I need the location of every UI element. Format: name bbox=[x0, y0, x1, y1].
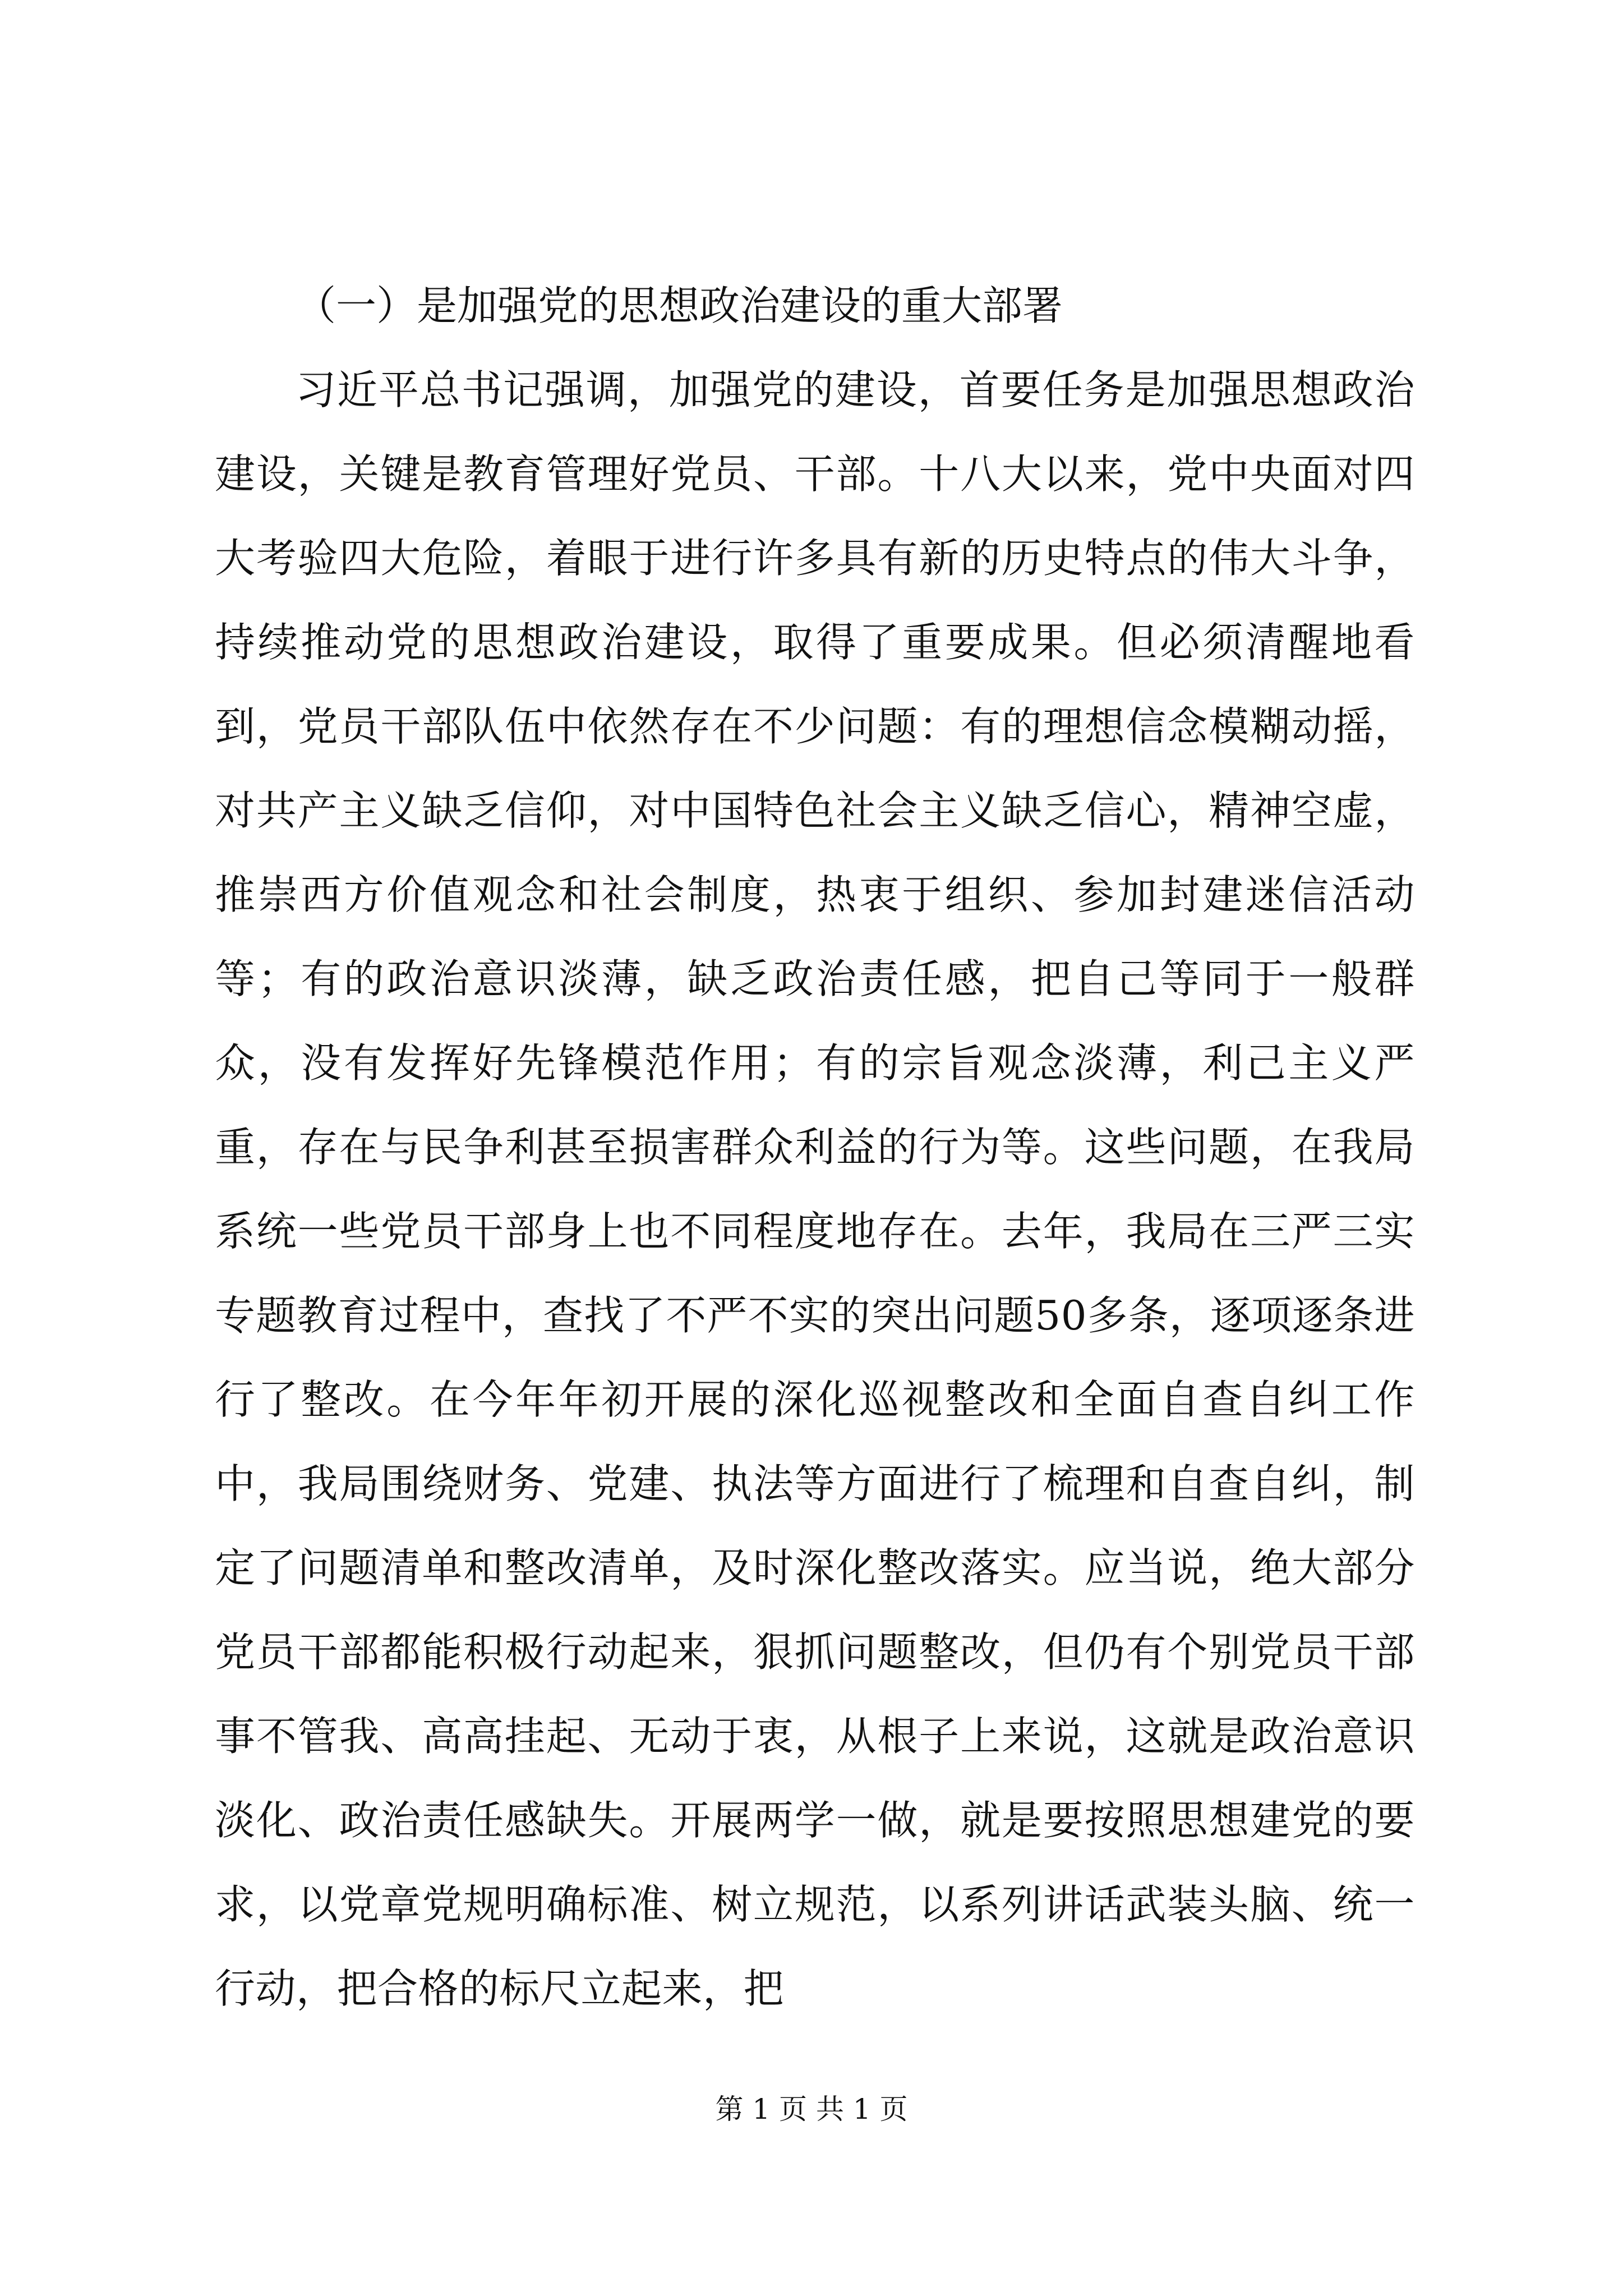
document-body bbox=[215, 264, 1415, 2031]
body-paragraph: 习近平总书记强调，加强党的建设，首要任务是加强思想政治建设，关键是教育管理好党员、干部。十八大以来，党中央面对四大考验四大危险，着眼于进行许多具有新的历史特点的伟大斗争，持续推动党的思想政治建设，取得了重要成果。但必须清醒地看到，党员干部队伍中依然存在不少问题：有的理想信念模糊动摇，对共产主义缺乏信仰，对中国特色社会主义缺乏信心，精神空虚，推崇西方价值观念和社会制度，热衷于组织、参加封建迷信活动等；有的政治意识淡薄，缺乏政治责任感，把自己等同于一般群众，没有发挥好先锋模范作用；有的宗旨观念淡薄，利己主义严重，存在与民争利甚至损害群众利益的行为等。这些问题，在我局系统一些党员干部身上也不同程度地存在。去年，我局在三严三实专题教育过程中，查找了不严不实的突出问题50多条，逐项逐条进行了整改。在今年年初开展的深化巡视整改和全面自查自纠工作中，我局围绕财务、党建、执法等方面进行了梳理和自查自纠，制定了问题清单和整改清单，及时深化整改落实。应当说，绝大部分党员干部都能积极行动起来，狠抓问题整改，但仍有个别党员干部事不管我、高高挂起、无动于衷，从根子上来说，这就是政治意识淡化、政治责任感缺失。开展两学一做，就是要按照思想建党的要求，以党章党规明确标准、树立规范，以系列讲话武装头脑、统一行动，把合格的标尺立起来，把 bbox=[215, 366, 1415, 2012]
section-heading: （一）是加强党的思想政治建设的重大部署 bbox=[296, 282, 1063, 329]
page-footer: 第 1 页 共 1 页 bbox=[715, 2093, 908, 2125]
